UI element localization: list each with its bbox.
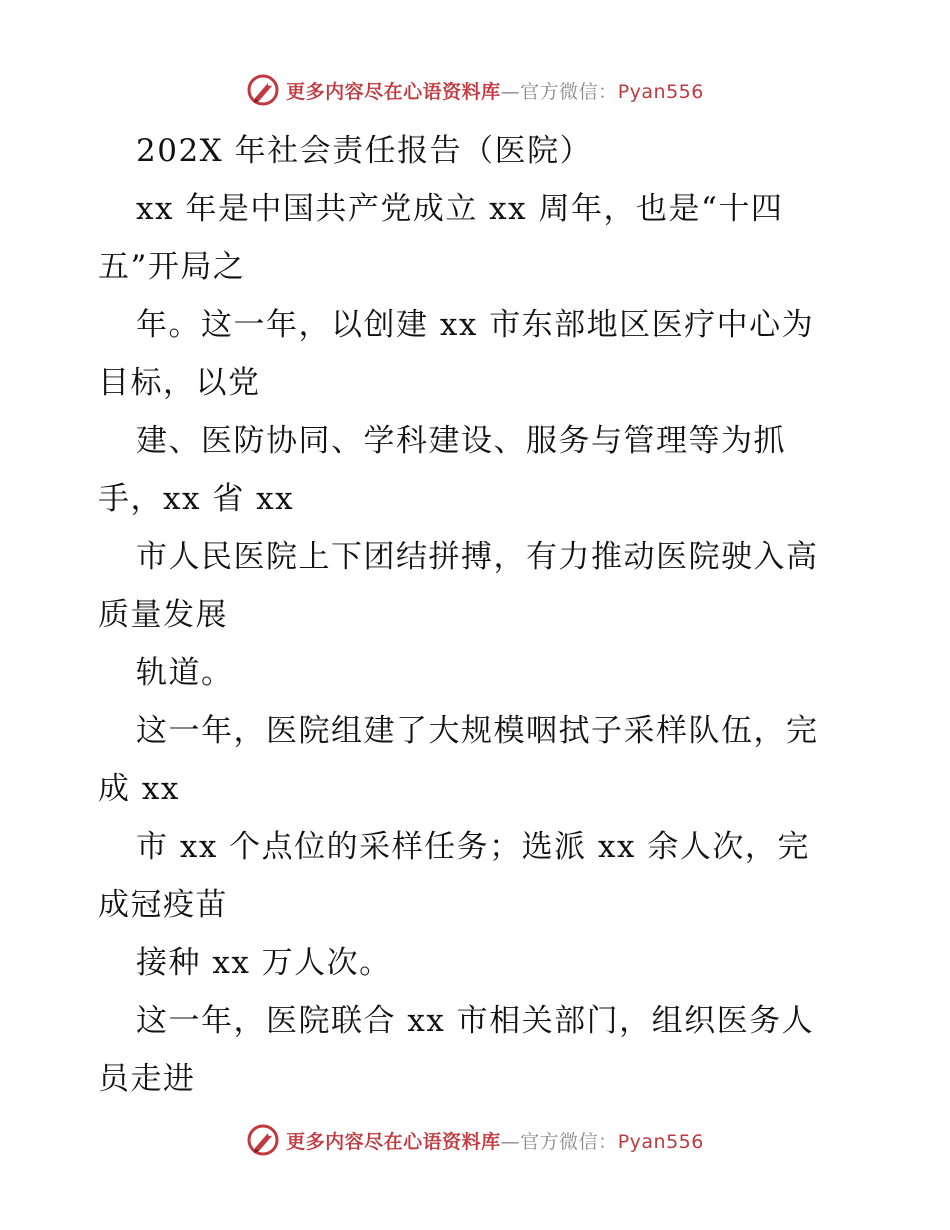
watermark-content	[246, 1123, 704, 1157]
text-line: 建、医防协同、学科建设、服务与管理等为抓	[136, 423, 786, 459]
document-body	[98, 122, 868, 1108]
watermark-text	[286, 77, 704, 104]
text-line: 接种 xx 万人次。	[136, 945, 392, 981]
watermark-content	[246, 73, 704, 107]
text-line: 质量发展	[98, 597, 228, 633]
text-line: 目标，以党	[98, 365, 261, 401]
watermark-site-name: 更多内容尽在心语资料库	[286, 80, 501, 103]
watermark-site-name: 更多内容尽在心语资料库	[286, 1130, 501, 1153]
footer-watermark-banner	[0, 1120, 950, 1160]
watermark-text	[286, 1127, 704, 1154]
text-line: 这一年，医院联合 xx 市相关部门，组织医务人	[136, 1003, 815, 1039]
watermark-official-label: 官方微信：	[520, 1130, 618, 1153]
text-line: 成冠疫苗	[98, 887, 228, 923]
text-line: 这一年，医院组建了大规模咽拭子采样队伍，完	[136, 713, 819, 749]
watermark-separator: —	[500, 80, 521, 103]
text-line: 轨道。	[136, 655, 234, 691]
text-line: 年。这一年，以创建 xx 市东部地区医疗中心为	[136, 307, 815, 343]
header-watermark-banner	[0, 70, 950, 110]
text-line: 市 xx 个点位的采样任务；选派 xx 余人次，完	[136, 829, 810, 865]
pen-seal-logo-icon	[246, 73, 280, 107]
watermark-account-id: Pyan556	[617, 80, 704, 103]
text-line: 员走进	[98, 1061, 196, 1097]
text-line: 五”开局之	[98, 249, 246, 285]
text-line: 成 xx	[98, 771, 180, 807]
text-line: 手，xx 省 xx	[98, 481, 295, 517]
document-title: 202X 年社会责任报告（医院）	[136, 133, 593, 169]
watermark-official-label: 官方微信：	[520, 80, 618, 103]
text-line: xx 年是中国共产党成立 xx 周年，也是“十四	[136, 191, 784, 227]
watermark-separator: —	[500, 1130, 521, 1153]
pen-seal-logo-icon	[246, 1123, 280, 1157]
text-line: 市人民医院上下团结拼搏，有力推动医院驶入高	[136, 539, 819, 575]
watermark-account-id: Pyan556	[617, 1130, 704, 1153]
